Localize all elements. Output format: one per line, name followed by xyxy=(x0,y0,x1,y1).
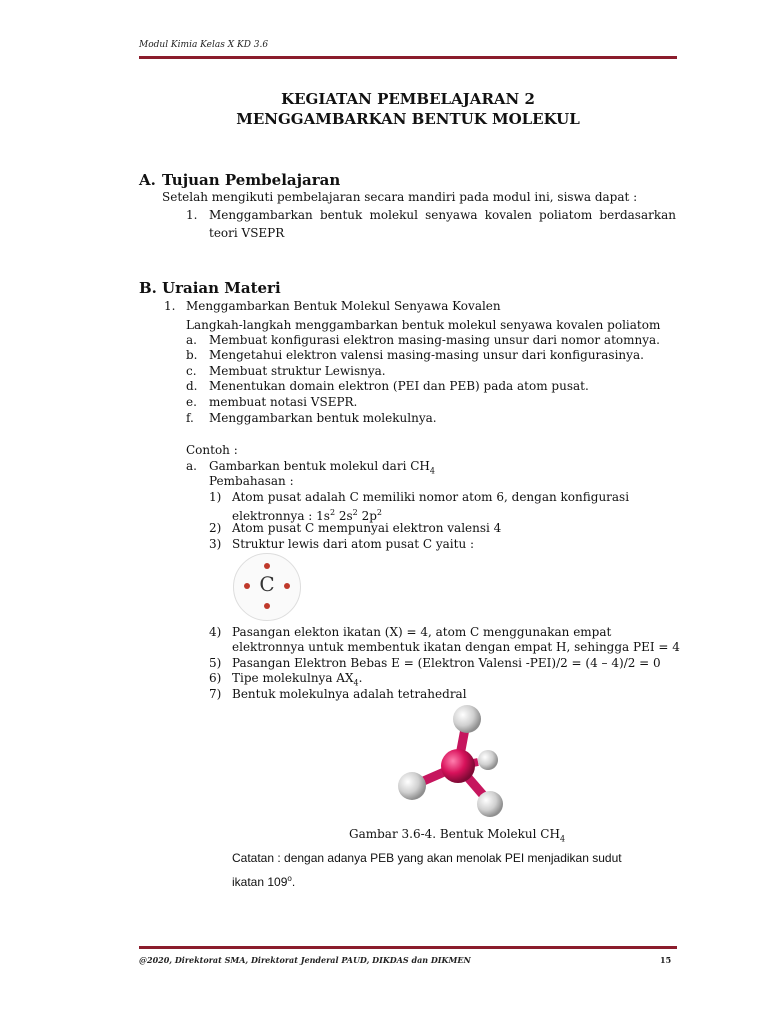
steps-intro: Langkah-langkah menggambarkan bentuk molekul senyawa kovalen poliatom xyxy=(186,318,661,332)
carbon-atom xyxy=(441,749,475,783)
lewis-electron-dot xyxy=(284,583,290,589)
footer-rule xyxy=(139,946,677,949)
point-number: 1) xyxy=(209,490,222,504)
step-label: e. xyxy=(186,395,197,409)
section-a-heading: Tujuan Pembelajaran xyxy=(162,171,341,189)
lewis-electron-dot xyxy=(264,603,270,609)
point-4-line2: elektronnya untuk membentuk ikatan dengan empat H, sehingga PEI = 4 xyxy=(232,640,680,654)
lewis-carbon-symbol: C xyxy=(259,572,275,596)
running-header: Modul Kimia Kelas X KD 3.6 xyxy=(139,40,269,50)
subsection-title: Menggambarkan Bentuk Molekul Senyawa Kovalen xyxy=(186,299,501,313)
section-a-item1-line1: Menggambarkan bentuk molekul senyawa kovalen poliatom berdasarkan xyxy=(209,208,676,222)
point-5-text: Pasangan Elektron Bebas E = (Elektron Valensi -PEI)/2 = (4 – 4)/2 = 0 xyxy=(232,656,661,670)
step-text: Menentukan domain elektron (PEI dan PEB) pada atom pusat. xyxy=(209,379,589,393)
point-1-line1: Atom pusat adalah C memiliki nomor atom 6, dengan konfigurasi xyxy=(232,490,630,504)
lewis-structure-image xyxy=(233,553,301,621)
footer-copyright: @2020, Direktorat SMA, Direktorat Jenderal PAUD, DIKDAS dan DIKMEN xyxy=(139,955,471,965)
step-text: Menggambarkan bentuk molekulnya. xyxy=(209,411,437,425)
point-number: 6) xyxy=(209,671,222,685)
hydrogen-atom xyxy=(453,705,481,733)
example-a-label: a. xyxy=(186,459,197,473)
header-rule xyxy=(139,56,677,59)
hydrogen-atom xyxy=(398,772,426,800)
example-a-question: Gambarkan bentuk molekul dari $CH_4$ xyxy=(209,459,435,476)
hydrogen-atom xyxy=(478,750,498,770)
figure-caption: Gambar 3.6-4. Bentuk Molekul $CH_4$ xyxy=(349,827,566,844)
point-number: 2) xyxy=(209,521,222,535)
note-line1: Catatan : dengan adanya PEB yang akan menolak PEI menjadikan sudut xyxy=(232,851,622,865)
lewis-electron-dot xyxy=(244,583,250,589)
section-a-label: A. xyxy=(139,171,156,189)
step-label: c. xyxy=(186,364,197,378)
lewis-electron-dot xyxy=(264,563,270,569)
point-number: 3) xyxy=(209,537,222,551)
step-label: f. xyxy=(186,411,194,425)
page-title-line1: KEGIATAN PEMBELAJARAN 2 xyxy=(281,90,535,108)
point-number: 4) xyxy=(209,625,222,639)
section-a-intro: Setelah mengikuti pembelajaran secara mandiri pada modul ini, siswa dapat : xyxy=(162,190,638,204)
example-heading: Contoh : xyxy=(186,443,238,457)
step-text: Membuat konfigurasi elektron masing-masing unsur dari nomor atomnya. xyxy=(209,333,660,347)
point-1-line2: elektronnya : $1s^2$ $2s^2$ $2p^2$ xyxy=(232,508,382,523)
section-b-heading: Uraian Materi xyxy=(162,279,281,297)
step-label: a. xyxy=(186,333,197,347)
step-label: d. xyxy=(186,379,198,393)
section-a-item1-line2: teori VSEPR xyxy=(209,226,285,240)
point-number: 7) xyxy=(209,687,222,701)
page-title-line2: MENGGAMBARKAN BENTUK MOLEKUL xyxy=(236,110,580,128)
point-4-line1: Pasangan elekton ikatan (X) = 4, atom C menggunakan empat xyxy=(232,625,612,639)
point-6-text: Tipe molekulnya $AX_4$. xyxy=(232,671,363,688)
subsection-number: 1. xyxy=(164,299,176,313)
point-7-text: Bentuk molekulnya adalah tetrahedral xyxy=(232,687,467,701)
point-3-text: Struktur lewis dari atom pusat C yaitu : xyxy=(232,537,475,551)
section-a-item1-number: 1. xyxy=(186,208,198,222)
pembahasan-label: Pembahasan : xyxy=(209,474,294,488)
methane-tetrahedral-model xyxy=(390,700,520,825)
step-label: b. xyxy=(186,348,198,362)
step-text: Membuat struktur Lewisnya. xyxy=(209,364,386,378)
note-line2: ikatan 109$^o$. xyxy=(232,874,296,889)
page-number: 15 xyxy=(660,955,672,965)
step-text: Mengetahui elektron valensi masing-masing unsur dari konfigurasinya. xyxy=(209,348,644,362)
point-number: 5) xyxy=(209,656,222,670)
point-2-text: Atom pusat C mempunyai elektron valensi 4 xyxy=(232,521,502,535)
step-text: membuat notasi VSEPR. xyxy=(209,395,358,409)
section-b-label: B. xyxy=(139,279,157,297)
hydrogen-atom xyxy=(477,791,503,817)
